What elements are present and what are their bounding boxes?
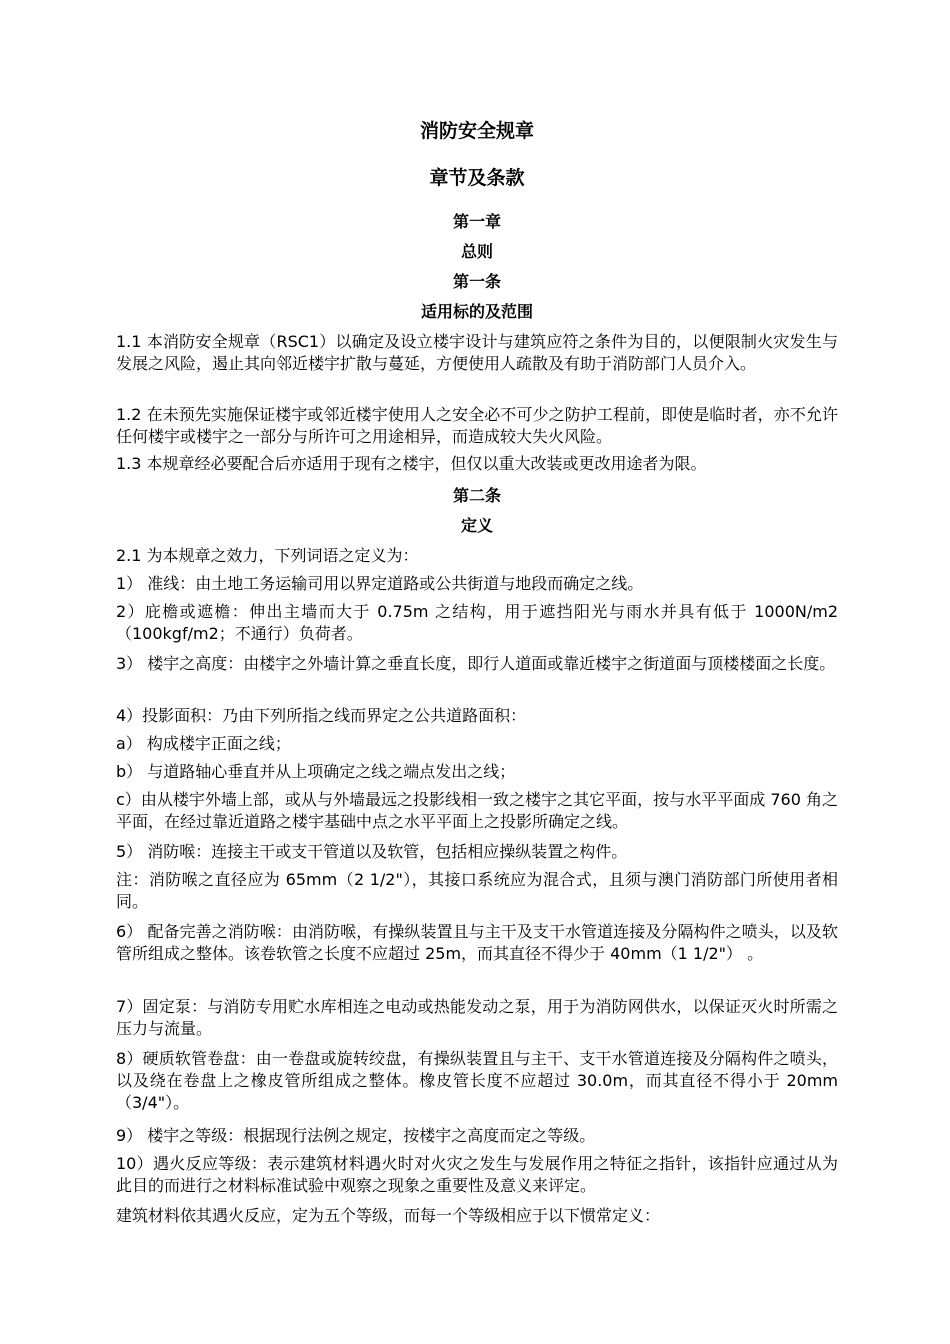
- definition-2: 2）庇檐或遮檐：伸出主墙而大于 0.75m 之结构，用于遮挡阳光与雨水并具有低于 1000N/m2（100kgf/m2；不通行）负荷者。: [116, 602, 838, 643]
- definition-4: 4）投影面积：乃由下列所指之线而界定之公共道路面积：: [116, 706, 527, 725]
- definition-7: 7）固定泵：与消防专用贮水库相连之电动或热能发动之泵，用于为消防网供水，以保证灭火时所需之压力与流量。: [116, 997, 838, 1038]
- definition-1: 1） 准线：由土地工务运输司用以界定道路或公共街道与地段而确定之线。: [116, 574, 644, 593]
- article-1-heading: 第一条: [452, 272, 501, 291]
- definition-5-note: 注：消防喉之直径应为 65mm（2 1/2"），其接口系统应为混合式，且须与澳门消防部门所使用者相同。: [116, 870, 838, 911]
- paragraph-1-3: 1.3 本规章经必要配合后亦适用于现有之楼宇，但仅以重大改装或更改用途者为限。: [116, 454, 707, 473]
- definition-8: 8）硬质软管卷盘：由一卷盘或旋转绞盘，有操纵装置且与主干、支干水管道连接及分隔构件之喷头，以及绕在卷盘上之橡皮管所组成之整体。橡皮管长度不应超过 30.0m，而其直径不得小于 20mm（3/4"）。: [116, 1049, 838, 1112]
- definition-4b: b） 与道路轴心垂直并从上项确定之线之端点发出之线；: [116, 762, 516, 781]
- article-1-name: 适用标的及范围: [420, 302, 533, 321]
- chapter-name: 总则: [460, 242, 493, 261]
- definition-9: 9） 楼宇之等级：根据现行法例之规定，按楼宇之高度而定之等级。: [116, 1126, 596, 1145]
- document-title: 消防安全规章: [419, 120, 534, 142]
- document-subtitle: 章节及条款: [429, 167, 525, 189]
- definition-10: 10）遇火反应等级：表示建筑材料遇火时对火灾之发生与发展作用之特征之指针，该指针应通过从为此目的而进行之材料标准试验中观察之现象之重要性及意义来评定。: [116, 1154, 838, 1195]
- article-2-name: 定义: [460, 516, 493, 535]
- paragraph-2-1: 2.1 为本规章之效力，下列词语之定义为：: [116, 546, 419, 565]
- chapter-heading: 第一章: [452, 212, 501, 231]
- paragraph-1-2: 1.2 在未预先实施保证楼宇或邻近楼宇使用人之安全必不可少之防护工程前，即使是临时者，亦不允许任何楼宇或楼宇之一部分与所许可之用途相异，而造成较大失火风险。: [116, 405, 838, 446]
- definition-4c: c）由从楼宇外墙上部，或从与外墙最远之投影线相一致之楼宇之其它平面，按与水平平面成 760 角之平面，在经过靠近道路之楼宇基础中点之水平平面上之投影所确定之线。: [116, 790, 838, 831]
- definition-10-classes: 建筑材料依其遇火反应，定为五个等级，而每一个等级相应于以下惯常定义：: [116, 1206, 661, 1225]
- definition-6: 6） 配备完善之消防喉：由消防喉，有操纵装置且与主干及支干水管道连接及分隔构件之喷头，以及软管所组成之整体。该卷软管之长度不应超过 25m，而其直径不得少于 40mm（1 1/2"） 。: [116, 922, 838, 963]
- article-2-heading: 第二条: [452, 486, 501, 505]
- definition-4a: a） 构成楼宇正面之线；: [116, 734, 291, 753]
- definition-5: 5） 消防喉：连接主干或支干管道以及软管，包括相应操纵装置之构件。: [116, 842, 628, 861]
- paragraph-1-1: 1.1 本消防安全规章（RSC1）以确定及设立楼宇设计与建筑应符之条件为目的，以便限制火灾发生与发展之风险，遏止其向邻近楼宇扩散与蔓延，方便使用人疏散及有助于消防部门人员介入。: [116, 332, 838, 373]
- definition-3: 3） 楼宇之高度：由楼宇之外墙计算之垂直长度，即行人道面或靠近楼宇之街道面与顶楼楼面之长度。: [116, 654, 836, 673]
